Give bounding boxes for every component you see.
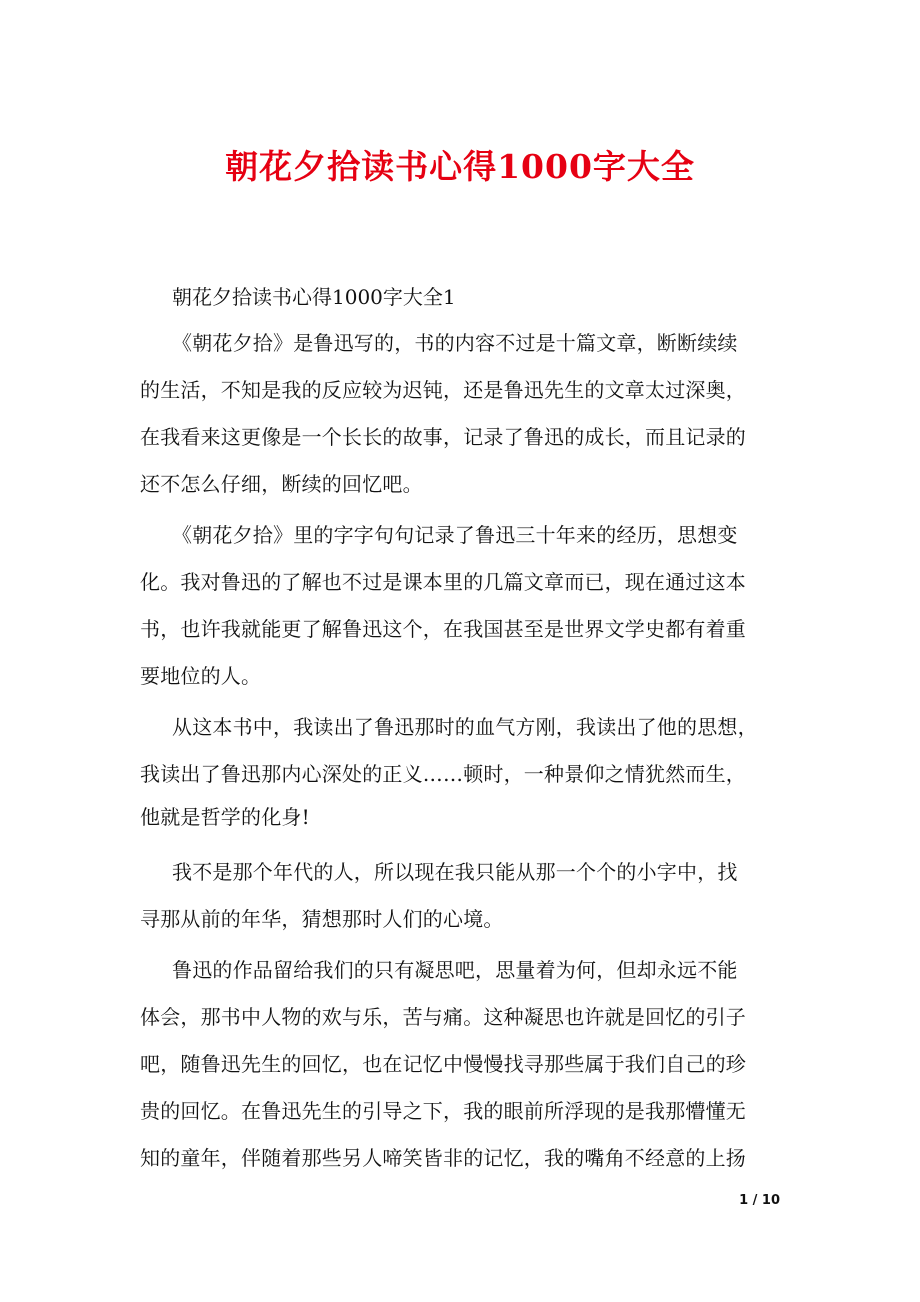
paragraph-2-line-1: 《朝花夕拾》里的字字句句记录了鲁迅三十年来的经历，思想变 (172, 523, 738, 547)
paragraph-2-line-4: 要地位的人。 (140, 664, 262, 688)
paragraph-4-line-1: 我不是那个年代的人，所以现在我只能从那一个个的小字中，找 (172, 860, 738, 884)
paragraph-5-line-5: 知的童年，伴随着那些另人啼笑皆非的记忆，我的嘴角不经意的上扬 (140, 1146, 746, 1170)
paragraph-5-line-2: 体会，那书中人物的欢与乐，苦与痛。这种凝思也许就是回忆的引子 (140, 1005, 746, 1029)
paragraph-3-line-3: 他就是哲学的化身! (140, 805, 310, 829)
paragraph-4-line-2: 寻那从前的年华，猜想那时人们的心境。 (140, 907, 504, 931)
paragraph-1-line-3: 在我看来这更像是一个长长的故事，记录了鲁迅的成长，而且记录的 (140, 425, 746, 449)
paragraph-5-line-1: 鲁迅的作品留给我们的只有凝思吧，思量着为何，但却永远不能 (172, 958, 738, 982)
paragraph-1-line-4: 还不怎么仔细，断续的回忆吧。 (140, 472, 423, 496)
page-title: 朝花夕拾读书心得1000字大全 (225, 147, 695, 186)
paragraph-5-line-4: 贵的回忆。在鲁迅先生的引导之下，我的眼前所浮现的是我那懵懂无 (140, 1099, 746, 1123)
section-heading: 朝花夕拾读书心得1000字大全1 (172, 285, 456, 309)
paragraph-2-line-2: 化。我对鲁迅的了解也不过是课本里的几篇文章而已，现在通过这本 (140, 570, 746, 594)
paragraph-5-line-3: 吧，随鲁迅先生的回忆，也在记忆中慢慢找寻那些属于我们自己的珍 (140, 1052, 746, 1076)
paragraph-3-line-1: 从这本书中，我读出了鲁迅那时的血气方刚，我读出了他的思想， (172, 715, 758, 739)
paragraph-1-line-2: 的生活，不知是我的反应较为迟钝，还是鲁迅先生的文章太过深奥， (140, 378, 746, 402)
paragraph-3-line-2: 我读出了鲁迅那内心深处的正义……顿时，一种景仰之情犹然而生， (140, 762, 746, 786)
paragraph-2-line-3: 书，也许我就能更了解鲁迅这个，在我国甚至是世界文学史都有着重 (140, 617, 746, 641)
paragraph-1-line-1: 《朝花夕拾》是鲁迅写的，书的内容不过是十篇文章，断断续续 (172, 331, 738, 355)
page-number: 1 / 10 (739, 1193, 780, 1208)
